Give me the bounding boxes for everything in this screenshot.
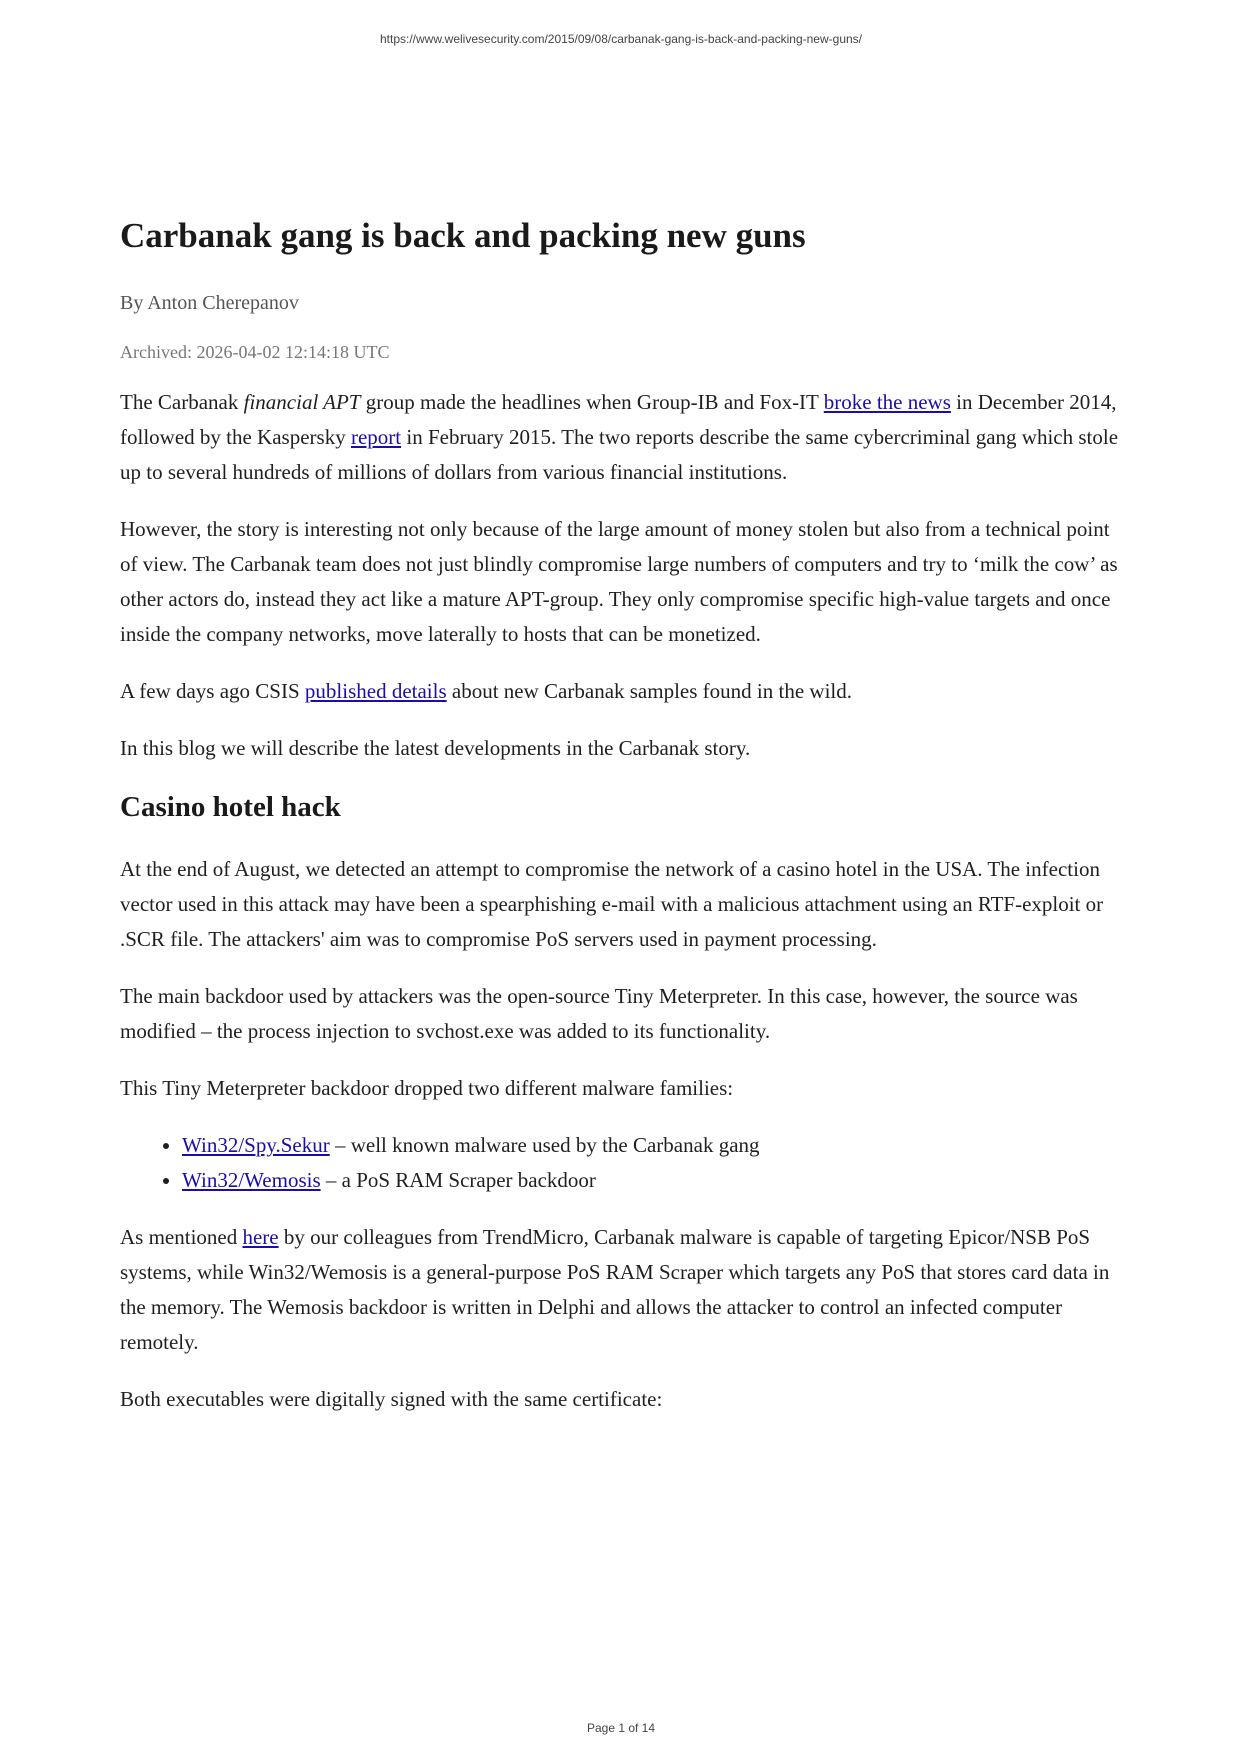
text: in December 2014, followed by the Kaspersky xyxy=(120,390,1117,449)
text: The Carbanak xyxy=(120,390,244,414)
win32-wemosis-link[interactable]: Win32/Wemosis xyxy=(182,1168,321,1192)
report-link[interactable]: report xyxy=(350,425,402,449)
emphasis-text: financial APT xyxy=(243,390,361,414)
list-item-text: – a PoS RAM Scraper backdoor xyxy=(320,1168,596,1192)
list-item xyxy=(182,1163,1130,1198)
page-url: https://www.welivesecurity.com/2015/09/08/carbanak-gang-is-back-and-packing-new-guns/ xyxy=(379,32,862,46)
section-heading: Casino hotel hack xyxy=(120,791,341,823)
win32-spy-sekur-link[interactable]: Win32/Spy.Sekur xyxy=(182,1133,330,1157)
paragraph-backdoor: The main backdoor used by attackers was the open-source Tiny Meterpreter. In this case, however, the source was modified – the process injection to svchost.exe was added to its functionality. xyxy=(120,984,1078,1043)
byline: By Anton Cherepanov xyxy=(120,292,299,314)
text: by our colleagues from TrendMicro, Carbanak malware is capable of targeting Epicor/NSB PoS systems, while Win32/Wemosis is a general-purpose PoS RAM Scraper which targets any PoS that stores card data in the memory. The Wemosis backdoor is written in Delphi and allows the attacker to control an infected computer remotely. xyxy=(120,1225,1110,1354)
article-title: Carbanak gang is back and packing new guns xyxy=(120,216,806,255)
text: A few days ago CSIS xyxy=(120,679,305,703)
article xyxy=(120,214,1130,1439)
paragraph-trendmicro xyxy=(120,1220,1130,1360)
published-details-link[interactable]: published details xyxy=(304,679,447,703)
paragraph-certificate: Both executables were digitally signed with the same certificate: xyxy=(120,1387,663,1411)
paragraph-blog: In this blog we will describe the latest developments in the Carbanak story. xyxy=(120,736,751,760)
list-item xyxy=(182,1128,1130,1163)
paragraph-intro xyxy=(120,385,1130,490)
text: in February 2015. The two reports describe the same cybercriminal gang which stole up to several hundreds of millions of dollars from various financial institutions. xyxy=(120,425,1119,484)
paragraph-csis xyxy=(120,674,1130,709)
paragraph-families: This Tiny Meterpreter backdoor dropped two different malware families: xyxy=(120,1076,734,1100)
text: As mentioned xyxy=(120,1225,243,1249)
paragraph-casino: At the end of August, we detected an attempt to compromise the network of a casino hotel in the USA. The infection vector used in this attack may have been a spearphishing e-mail with a malicious attachment using an RTF-exploit or .SCR file. The attackers' aim was to compromise PoS servers used in payment processing. xyxy=(120,857,1104,951)
text: group made the headlines when Group-IB and Fox-IT xyxy=(360,390,824,414)
malware-list xyxy=(120,1128,1130,1198)
page-number: Page 1 of 14 xyxy=(586,1721,656,1735)
text: about new Carbanak samples found in the wild. xyxy=(446,679,852,703)
paragraph-story: However, the story is interesting not only because of the large amount of money stolen but also from a technical point of view. The Carbanak team does not just blindly compromise large numbers of computers and try to ‘milk the cow’ as other actors do, instead they act like a mature APT-group. They only compromise specific high-value targets and once inside the company networks, move laterally to hosts that can be monetized. xyxy=(120,517,1118,646)
here-link[interactable]: here xyxy=(242,1225,279,1249)
list-item-text: – well known malware used by the Carbanak gang xyxy=(329,1133,760,1157)
archived-timestamp: Archived: 2026-04-02 12:14:18 UTC xyxy=(120,342,390,362)
broke-the-news-link[interactable]: broke the news xyxy=(823,390,951,414)
